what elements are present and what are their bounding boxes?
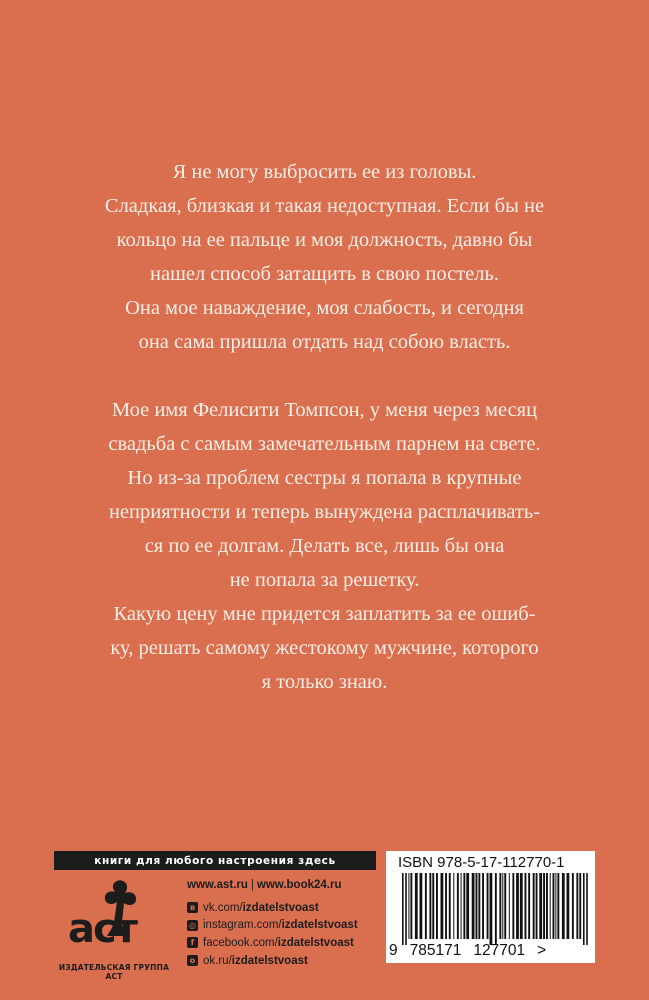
blurb-line: Сладкая, близкая и такая недоступная. Если бы не bbox=[104, 195, 545, 217]
blurb-line: нашел способ затащить в свою постель. bbox=[150, 263, 499, 285]
barcode-bar bbox=[572, 873, 574, 939]
barcode-bar bbox=[546, 873, 548, 939]
blurb-line: Мое имя Фелисити Томпсон, у меня через месяц bbox=[111, 399, 538, 421]
logo-text: аст bbox=[68, 906, 136, 952]
barcode-bar bbox=[429, 873, 431, 939]
isbn-number: ISBN 978-5-17-112770-1 bbox=[398, 854, 565, 871]
barcode-bar bbox=[567, 873, 570, 939]
barcode-bar bbox=[553, 873, 555, 939]
barcode-bar bbox=[495, 873, 497, 945]
odnoklassniki-icon: о bbox=[187, 955, 198, 966]
blurb-line: не попала за решетку. bbox=[229, 569, 420, 591]
social-prefix: ok.ru/ bbox=[203, 954, 232, 967]
social-handle: izdatelstvoast bbox=[277, 936, 354, 949]
barcode-bar bbox=[436, 873, 438, 939]
blurb-line: Я не могу выбросить ее из головы. bbox=[172, 161, 477, 183]
barcode-bar bbox=[579, 873, 581, 939]
barcode-bar bbox=[461, 873, 462, 939]
barcode-bar bbox=[410, 873, 412, 939]
blurb-line: Какую цену мне придется заплатить за ее ошиб- bbox=[113, 603, 536, 625]
blurb-paragraph-2 bbox=[40, 393, 609, 699]
barcode-bar bbox=[516, 873, 519, 939]
barcode-bar bbox=[466, 873, 469, 939]
barcode-bar bbox=[562, 873, 565, 939]
barcode-bar bbox=[502, 873, 503, 939]
social-handle: izdatelstvoast bbox=[231, 954, 308, 967]
barcode-bar bbox=[525, 873, 527, 939]
blurb-line: Она мое наваждение, моя слабость, и сегодня bbox=[125, 297, 524, 319]
barcode-bar bbox=[583, 873, 585, 945]
barcode-bar bbox=[499, 873, 501, 939]
barcode-bar bbox=[543, 873, 545, 939]
instagram-icon: ◎ bbox=[187, 920, 198, 931]
publisher-name: ИЗДАТЕЛЬСКАЯ ГРУППА АСТ bbox=[58, 963, 170, 981]
blurb-line: я только знаю. bbox=[261, 671, 388, 693]
barcode-group-1: 785171 bbox=[409, 942, 462, 959]
social-link-instagram[interactable] bbox=[187, 917, 358, 935]
barcode-bar bbox=[536, 873, 538, 939]
barcode-bar bbox=[405, 873, 407, 945]
site-link[interactable]: www.book24.ru bbox=[256, 879, 342, 891]
blurb-line: кольцо на ее пальце и моя должность, давно бы bbox=[116, 229, 533, 251]
barcode-bar bbox=[520, 873, 523, 939]
blurb-line: неприятности и теперь вынуждена расплачивать- bbox=[108, 501, 541, 523]
barcode-bar bbox=[509, 873, 510, 939]
social-handle: izdatelstvoast bbox=[242, 901, 319, 914]
barcode-digits bbox=[389, 942, 593, 960]
barcode-group-2: 127701 bbox=[473, 942, 526, 959]
barcode-bar bbox=[415, 873, 418, 939]
barcode-bar bbox=[528, 873, 530, 939]
vk-icon: в bbox=[187, 902, 198, 913]
barcode-bar bbox=[453, 873, 454, 939]
ast-logo bbox=[54, 878, 172, 954]
barcode-bars bbox=[400, 873, 590, 945]
blurb-line: она сама пришла отдать над собою власть. bbox=[138, 331, 511, 353]
barcode-bar bbox=[586, 873, 588, 945]
blurb-line: свадьба с самым замечательным парнем на свете. bbox=[108, 433, 541, 455]
blurb-line: Но из-за проблем сестры я попала в крупные bbox=[127, 467, 522, 489]
barcode-bar bbox=[472, 873, 475, 939]
websites bbox=[187, 879, 358, 891]
social-prefix: vk.com/ bbox=[203, 901, 243, 914]
barcode-bar bbox=[512, 873, 514, 939]
social-link-vk[interactable] bbox=[187, 899, 358, 917]
barcode-bar bbox=[576, 873, 578, 939]
barcode-bar bbox=[476, 873, 478, 939]
site-link[interactable]: www.ast.ru bbox=[187, 879, 248, 891]
facebook-icon: f bbox=[187, 937, 198, 948]
barcode-bar bbox=[557, 873, 559, 939]
barcode-bar bbox=[533, 873, 535, 939]
barcode-bar bbox=[441, 873, 444, 939]
blurb-line: ся по ее долгам. Делать все, лишь бы она bbox=[144, 535, 505, 557]
barcode-bar bbox=[402, 873, 404, 945]
links-block bbox=[187, 879, 358, 969]
social-prefix: instagram.com/ bbox=[203, 919, 282, 932]
blurb-paragraph-1 bbox=[40, 155, 609, 359]
social-link-odnoklassniki[interactable] bbox=[187, 952, 358, 970]
barcode bbox=[386, 851, 595, 963]
barcode-bar bbox=[539, 873, 542, 939]
tagline-banner: книги для любого настроения здесь bbox=[54, 851, 376, 870]
blurb-line: ку, решать самому жестокому мужчине, которого bbox=[110, 637, 539, 659]
separator: | bbox=[250, 879, 254, 891]
barcode-bar bbox=[478, 873, 480, 939]
barcode-bar bbox=[490, 873, 493, 945]
barcode-bar bbox=[449, 873, 451, 939]
barcode-bar bbox=[457, 873, 459, 939]
barcode-bar bbox=[504, 873, 506, 939]
barcode-bar bbox=[420, 873, 423, 939]
barcode-bar bbox=[432, 873, 434, 939]
barcode-bar bbox=[408, 873, 409, 939]
barcode-bar bbox=[487, 873, 489, 939]
blurb bbox=[40, 155, 609, 699]
barcode-bar bbox=[463, 873, 465, 939]
barcode-bar bbox=[555, 873, 556, 939]
social-handle: izdatelstvoast bbox=[281, 919, 358, 932]
barcode-bar bbox=[445, 873, 447, 939]
barcode-bar bbox=[550, 873, 551, 939]
barcode-bar bbox=[482, 873, 484, 939]
barcode-first-digit: 9 bbox=[389, 942, 398, 959]
social-link-facebook[interactable] bbox=[187, 934, 358, 952]
barcode-bar bbox=[425, 873, 427, 939]
social-prefix: facebook.com/ bbox=[203, 936, 278, 949]
barcode-marker: > bbox=[537, 942, 547, 959]
